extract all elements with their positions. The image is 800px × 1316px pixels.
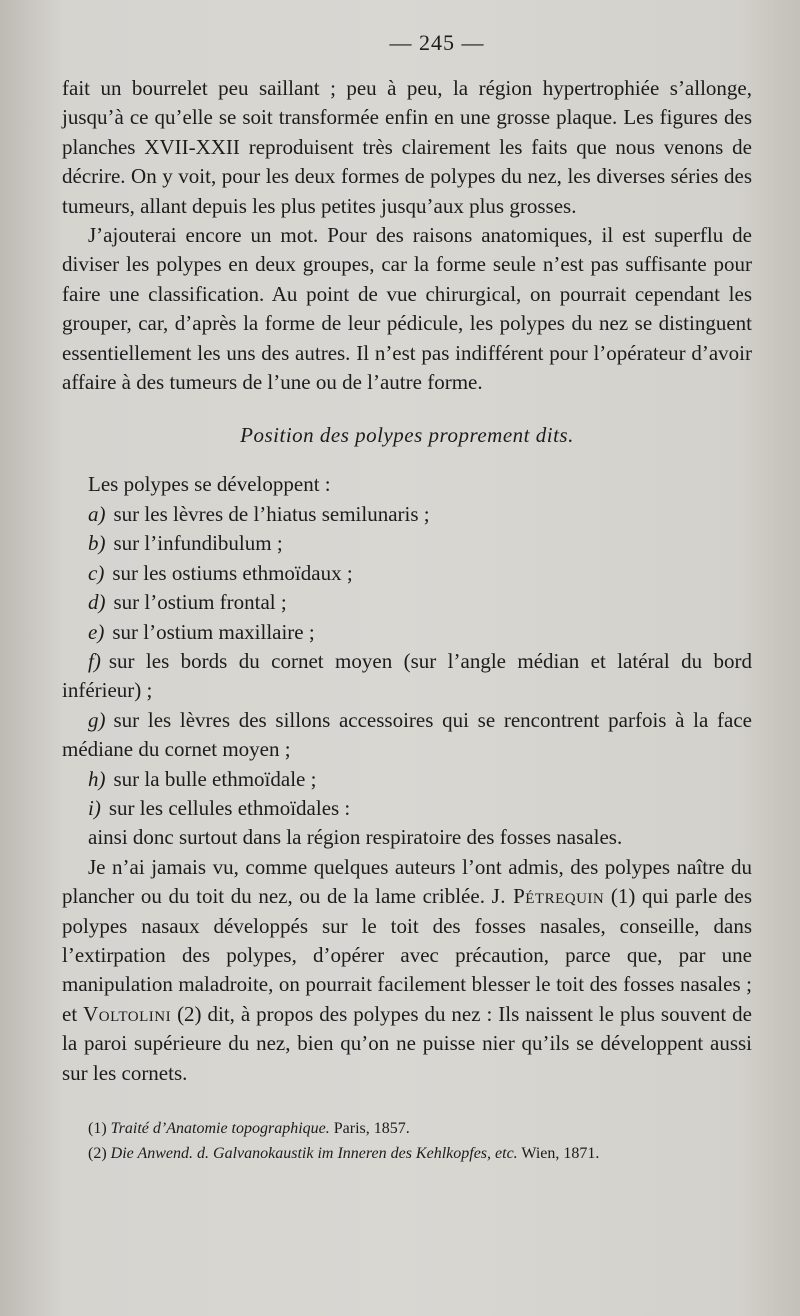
list-item-text: sur les ostiums ethmoïdaux ; — [112, 560, 353, 585]
list-intro: Les polypes se développent : — [88, 472, 331, 497]
list-item — [62, 618, 752, 647]
list-item-marker: f) — [88, 648, 101, 673]
section-title: Position des polypes proprement dits. — [240, 423, 574, 448]
list-item — [62, 765, 752, 794]
list-item — [62, 529, 752, 558]
paragraph-1: fait un bourrelet peu saillant ; peu à peu, la région hypertrophiée s’allonge, jusqu’à ce qu’elle se soit transformée enfin en une grosse plaque. Les figures des planches XVII-XXII reproduisent très clairement les faits que nous venons de décrire. On y voit, pour les deux formes de polypes du nez, les diverses séries des tumeurs, allant depuis les plus petites jusqu’aux plus grosses. — [62, 76, 752, 218]
list-item-marker: h) — [88, 766, 106, 791]
paragraph-4 — [62, 853, 752, 1088]
list-item — [62, 559, 752, 588]
list-item-marker: b) — [88, 531, 106, 556]
paragraph-4-part-3: (2) dit, à propos des polypes du nez : Ils naissent le plus souvent de la paroi supérieure du nez, bien qu’on ne puisse nier qu’ils se développent aussi sur les cornets. — [62, 1001, 753, 1085]
list-item-marker: i) — [88, 795, 101, 820]
footnote-rest: Paris, 1857. — [333, 1120, 410, 1137]
footnote-1 — [62, 1116, 752, 1141]
list-item-text: sur les lèvres des sillons accessoires qui se rencontrent parfois à la face médiane du cornet moyen ; — [62, 707, 752, 762]
list-item-marker: g) — [88, 707, 106, 732]
list-item — [62, 706, 752, 765]
footnote-number: (2) — [88, 1145, 107, 1162]
list-item — [62, 647, 752, 706]
position-list — [62, 500, 752, 823]
list-item-marker: e) — [88, 619, 105, 644]
footnote-number: (1) — [88, 1120, 107, 1137]
author-voltolini: Voltolini — [83, 1001, 172, 1026]
list-item-marker: c) — [88, 560, 105, 585]
list-item — [62, 794, 752, 823]
list-item-marker: d) — [88, 590, 106, 615]
footnote-title: Traité d’Anatomie topographique. — [110, 1120, 330, 1137]
list-item-text: sur l’ostium frontal ; — [113, 590, 287, 615]
author-petrequin: J. Pétrequin — [491, 884, 605, 909]
paragraph-3: ainsi donc surtout dans la région respiratoire des fosses nasales. — [88, 825, 623, 850]
list-item-text: sur les bords du cornet moyen (sur l’angle médian et latéral du bord inférieur) ; — [62, 648, 752, 703]
footnotes — [62, 1116, 752, 1166]
paragraph-4-part-2: (1) qui parle des polypes nasaux développés sur le toit des fosses nasales, conseille, dans l’extirpation des polypes, d’opérer avec précaution, parce que, par une manipulation maladroite, on pourrait facilement blesser le toit des fosses nasales ; et — [62, 884, 752, 1026]
paragraph-4-part-1: Je n’ai jamais vu, comme quelques auteurs l’ont admis, des polypes naître du plancher ou du toit du nez, ou de la lame criblée. — [62, 854, 752, 909]
list-item — [62, 588, 752, 617]
footnote-rest: Wien, 1871. — [521, 1145, 600, 1162]
list-item-marker: a) — [88, 501, 106, 526]
list-item-text: sur l’infundibulum ; — [113, 531, 283, 556]
page-number: — 245 — — [389, 30, 485, 55]
footnote-title: Die Anwend. d. Galvanokaustik im Inneren des Kehlkopfes, etc. — [110, 1145, 518, 1162]
footnote-2 — [62, 1141, 752, 1166]
list-item-text: sur la bulle ethmoïdale ; — [113, 766, 317, 791]
list-item — [62, 500, 752, 529]
list-item-text: sur les lèvres de l’hiatus semilunaris ; — [113, 501, 430, 526]
paragraph-2: J’ajouterai encore un mot. Pour des raisons anatomiques, il est superflu de diviser les polypes en deux groupes, car la forme seule n’est pas suffisante pour faire une classification. Au point de vue chirurgical, on pourrait cependant les grouper, car, d’après la forme de leur pédicule, les polypes du nez se distinguent essentiellement les uns des autres. Il n’est pas indifférent pour l’opérateur d’avoir affaire à des tumeurs de l’une ou de l’autre forme. — [62, 223, 752, 395]
list-item-text: sur les cellules ethmoïdales : — [108, 795, 351, 820]
list-item-text: sur l’ostium maxillaire ; — [112, 619, 315, 644]
